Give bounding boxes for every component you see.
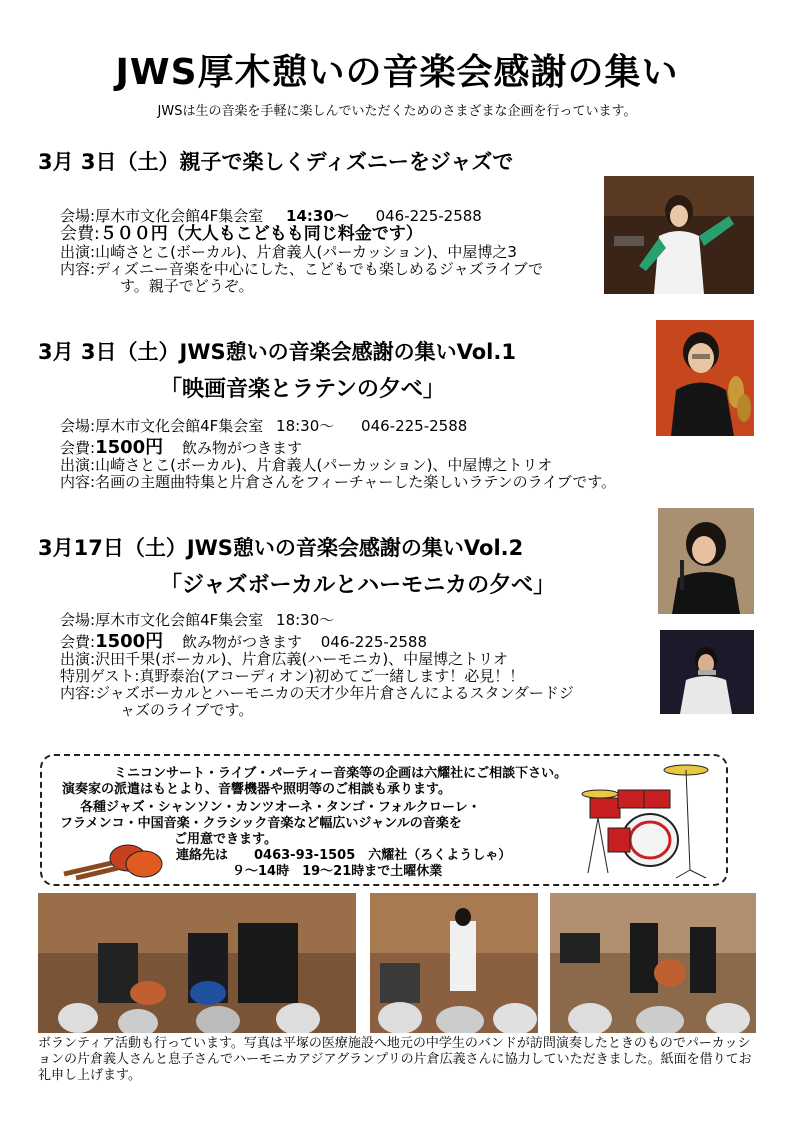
event-1-performers-row	[60, 244, 600, 261]
event-3-venue-row	[60, 612, 660, 629]
content: ジャズボーカルとハーモニカの天才少年片倉さんによるスタンダードジ	[95, 684, 574, 702]
maracas-icon	[56, 838, 166, 882]
performers: 山崎さとこ(ボーカル)、片倉義人(パーカッション)、中屋博之3	[95, 243, 517, 261]
event-3-heading: 3月17日（土）JWS憩いの音楽会感謝の集いVol.2	[38, 536, 524, 560]
event-2-details	[60, 418, 700, 491]
event-1-fee-row	[60, 225, 600, 244]
ad-contact: 連絡先は 0463-93-1505 六耀社（ろくようしゃ）	[176, 848, 512, 863]
fee-note: 飲み物がつきます	[181, 633, 302, 651]
guest: 真野泰治(アコーディオン)初めてご一緒します！必見！！	[139, 667, 525, 685]
photo-singer-woman-2	[658, 508, 754, 614]
ad-line-4: フラメンコ・中国音楽・クラシック音楽など幅広いジャンルの音楽を	[60, 816, 462, 831]
ad-line-3: 各種ジャズ・シャンソン・カンツオーネ・タンゴ・フォルクローレ・	[80, 800, 481, 815]
time: 14:30〜	[286, 207, 349, 225]
event-3-fee-row	[60, 633, 660, 651]
venue-label: 会場:	[60, 207, 96, 225]
venue: 厚木市文化会館4F集会室	[95, 207, 264, 225]
guest-label: 特別ゲスト:	[60, 667, 140, 685]
performers-label: 出演:	[60, 650, 96, 668]
fee: 1500円	[95, 631, 164, 652]
fee: ５００円（大人もこどもも同じ料金です）	[99, 224, 423, 244]
event-2-subheading: 「映画音楽とラテンの夕べ」	[160, 377, 445, 402]
page-subtitle: JWSは生の音楽を手軽に楽しんでいただくためのさまざまな企画を行っています。	[157, 104, 637, 119]
phone: 046-225-2588	[361, 417, 468, 435]
venue: 厚木市文化会館4F集会室	[95, 417, 264, 435]
event-2-content-row	[60, 474, 700, 491]
fee: 1500円	[95, 437, 164, 458]
photo-band-performance-3	[550, 893, 756, 1033]
photo-harmonica-player	[660, 630, 754, 714]
event-2-performers-row	[60, 457, 700, 474]
performers-label: 出演:	[60, 456, 96, 474]
fee-label: 会費:	[60, 439, 96, 457]
drum-kit-icon	[568, 758, 718, 880]
performers: 山崎さとこ(ボーカル)、片倉義人(パーカッション)、中屋博之トリオ	[95, 456, 553, 474]
event-1-venue-row	[60, 208, 600, 225]
content: ディズニー音楽を中心にした、こどもでも楽しめるジャズライブで	[95, 260, 544, 278]
fee-label: 会費:	[60, 224, 100, 244]
photo-percussionist	[656, 320, 754, 436]
photo-singer-woman-1	[604, 176, 754, 294]
event-2-fee-row	[60, 439, 700, 457]
content: 名画の主題曲特集と片倉さんをフィーチャーした楽しいラテンのライブです。	[95, 473, 617, 491]
content-label: 内容:	[60, 684, 96, 702]
phone: 046-225-2588	[375, 207, 482, 225]
ad-hours: ９〜14時 19〜21時まで土曜休業	[232, 864, 443, 879]
performers: 沢田千果(ボーカル)、片倉広義(ハーモニカ)、中屋博之トリオ	[95, 650, 509, 668]
event-3-details	[60, 612, 660, 719]
event-1-content-row	[60, 261, 600, 278]
event-2-venue-row	[60, 418, 700, 435]
time: 18:30〜	[276, 611, 335, 629]
content-label: 内容:	[60, 260, 96, 278]
event-3-performers-row	[60, 651, 660, 668]
performers-label: 出演:	[60, 243, 96, 261]
photo-band-performance-2	[370, 893, 538, 1033]
ad-line-1: ミニコンサート・ライブ・パーティー音楽等の企画は六耀社にご相談下さい。	[114, 766, 568, 781]
venue: 厚木市文化会館4F集会室	[95, 611, 264, 629]
ad-box	[40, 754, 728, 886]
venue-label: 会場:	[60, 611, 96, 629]
event-2-heading: 3月 3日（土）JWS憩いの音楽会感謝の集いVol.1	[38, 340, 516, 364]
photo-band-performance-1	[38, 893, 356, 1033]
event-3-subheading: 「ジャズボーカルとハーモニカの夕べ」	[160, 573, 556, 598]
time: 18:30〜	[276, 417, 335, 435]
event-3-content-cont: ャズのライブです。	[120, 701, 254, 719]
fee-label: 会費:	[60, 633, 96, 651]
content-label: 内容:	[60, 473, 96, 491]
fee-phone: 046-225-2588	[320, 633, 428, 651]
event-3-guest-row	[60, 668, 660, 685]
fee-note: 飲み物がつきます	[181, 439, 302, 457]
page-title: JWS厚木憩いの音楽会感謝の集い	[115, 52, 679, 93]
event-1-details	[60, 208, 600, 295]
event-1-heading: 3月 3日（土）親子で楽しくディズニーをジャズで	[38, 150, 514, 174]
ad-line-5: ご用意できます。	[174, 832, 277, 847]
venue-label: 会場:	[60, 417, 96, 435]
event-1-content-cont: す。親子でどうぞ。	[120, 277, 254, 295]
ad-line-2: 演奏家の派遣はもとより、音響機器や照明等のご相談も承ります。	[62, 782, 451, 797]
volunteer-caption: ボランティア活動も行っています。写真は平塚の医療施設へ地元の中学生のバンドが訪問演奏したときのものでパーカッションの片倉義人さんと息子さんでハーモニカアジアグランプリの片倉広義さんに協力していただきました。紙面を借りてお礼申し上げます。	[38, 1036, 752, 1083]
event-3-content-row	[60, 685, 660, 702]
